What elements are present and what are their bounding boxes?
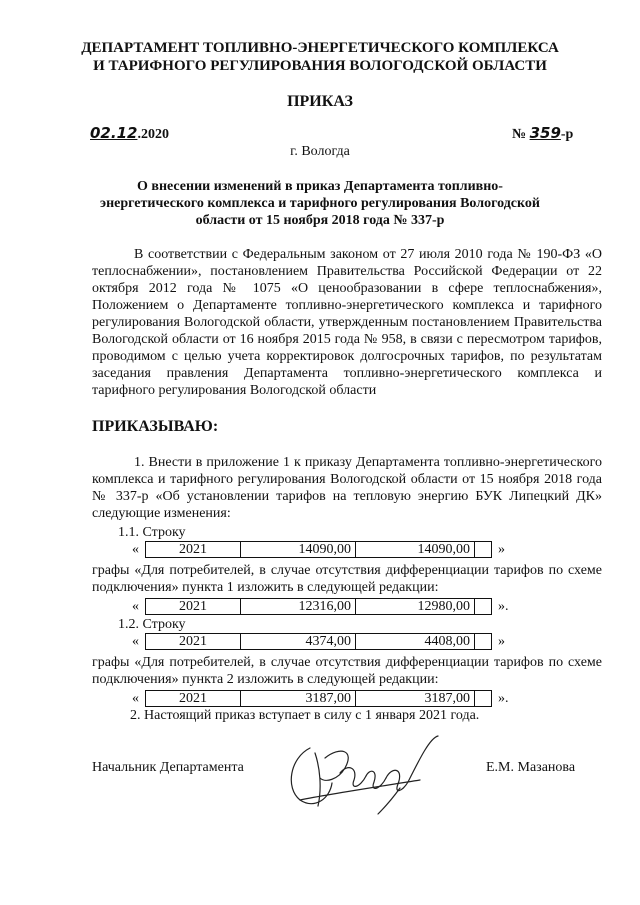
table-cell-empty (475, 634, 492, 650)
signer-name: Е.М. Мазанова (486, 760, 576, 775)
sub2-new-table (132, 690, 509, 707)
signature-graphic (270, 728, 460, 818)
sub2-old-table (132, 633, 505, 650)
date-handwritten: 02.12 (90, 124, 138, 142)
table-cell: 4408,00 (356, 634, 475, 650)
sub1-new-table (132, 598, 509, 615)
number-handwritten: 359 (529, 124, 561, 142)
title-line3: области от 15 ноября 2018 года № 337-р (195, 213, 445, 228)
table-cell: 14090,00 (356, 542, 475, 558)
number-suffix: -р (560, 127, 574, 142)
quote-open: « (132, 599, 139, 614)
order-word: ПРИКАЗЫВАЮ: (92, 418, 219, 435)
department-name-line2: И ТАРИФНОГО РЕГУЛИРОВАНИЯ ВОЛОГОДСКОЙ ОБЛАСТИ (93, 58, 547, 74)
table-cell: 14090,00 (241, 542, 356, 558)
number-prefix: № (512, 127, 527, 142)
doc-number (512, 124, 573, 143)
sub1-between: графы «Для потребителей, в случае отсутствия дифференциации тарифов по схеме подключения» пункта 1 изложить в следующей редакции: (92, 563, 602, 595)
doc-type: ПРИКАЗ (287, 93, 353, 110)
table-cell-empty (475, 691, 492, 707)
sub1-label: 1.1. Строку (118, 525, 186, 540)
preamble-paragraph: В соответствии с Федеральным законом от 27 июля 2010 года № 190-ФЗ «О теплоснабжении», постановлением Правительства Российской Федерации от 22 октября 2012 года № 1075 «О ценообразовании в сфере теплоснабжения», Положением о Департаменте топливно-энергетического комплекса и тарифного регулирования Вологодской области, утвержденным постановлением Правительства Вологодской области от 16 ноября 2015 года № 958, в связи с пересмотром тарифов, проводимом с целью учета корректировок долгосрочных тарифов, по результатам заседания правления Департамента топливно-энергетического комплекса и тарифного регулирования Вологодской области (92, 247, 602, 398)
table-cell: 2021 (146, 542, 241, 558)
quote-open: « (132, 691, 139, 706)
item1-paragraph: 1. Внести в приложение 1 к приказу Департамента топливно-энергетического комплекса и тарифного регулирования Вологодской области от 15 ноября 2018 года № 337-р «Об установлении тарифов на тепловую энергию БУК Липецкий ДК» следующие изменения: (92, 455, 602, 521)
item2-paragraph: 2. Настоящий приказ вступает в силу с 1 января 2021 года. (130, 708, 480, 723)
sub2-between: графы «Для потребителей, в случае отсутствия дифференциации тарифов по схеме подключения» пункта 2 изложить в следующей редакции: (92, 655, 602, 687)
title-line2: энергетического комплекса и тарифного регулирования Вологодской (100, 196, 540, 211)
signer-position: Начальник Департамента (92, 760, 244, 775)
table-cell: 2021 (146, 634, 241, 650)
table-cell: 4374,00 (241, 634, 356, 650)
sub2-new-row (132, 690, 509, 707)
table-cell: 2021 (146, 599, 241, 615)
sub2-label: 1.2. Строку (118, 617, 186, 632)
city: г. Вологда (290, 144, 350, 159)
doc-date (90, 124, 169, 143)
table-cell-empty (475, 599, 492, 615)
department-name-line1: ДЕПАРТАМЕНТ ТОПЛИВНО-ЭНЕРГЕТИЧЕСКОГО КОМПЛЕКСА (81, 40, 559, 56)
sub1-new-row (132, 598, 509, 615)
quote-close-dot: ». (498, 691, 509, 706)
handwritten-signature (270, 728, 460, 818)
table-cell: 12316,00 (241, 599, 356, 615)
table-cell: 3187,00 (356, 691, 475, 707)
date-year: .2020 (137, 127, 169, 142)
table-cell: 2021 (146, 691, 241, 707)
quote-close: » (498, 634, 505, 649)
sub1-old-table (132, 541, 505, 558)
table-cell-empty (475, 542, 492, 558)
title-line1: О внесении изменений в приказ Департамента топливно- (137, 179, 503, 194)
sub2-old-row (132, 633, 505, 650)
quote-close-dot: ». (498, 599, 509, 614)
quote-open: « (132, 634, 139, 649)
table-cell: 12980,00 (356, 599, 475, 615)
table-cell: 3187,00 (241, 691, 356, 707)
sub1-old-row (132, 541, 505, 558)
quote-close: » (498, 542, 505, 557)
quote-open: « (132, 542, 139, 557)
